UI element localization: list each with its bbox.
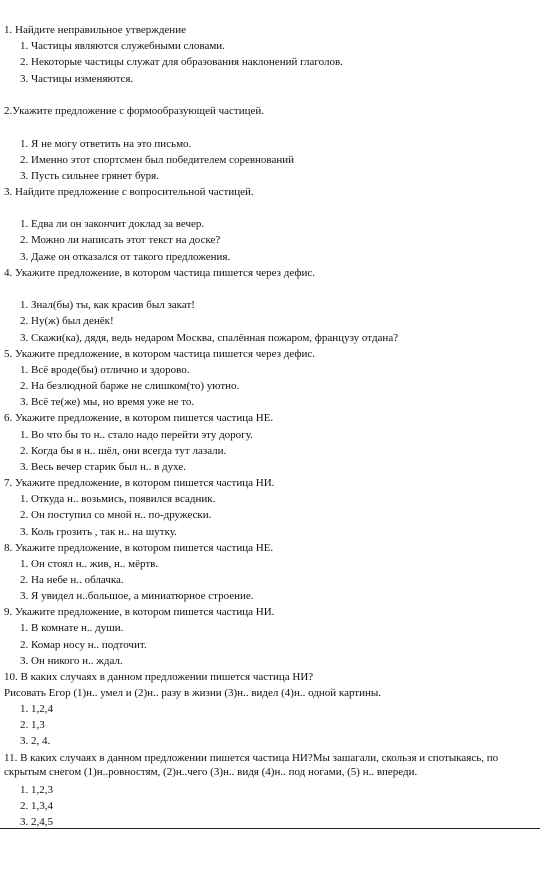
question-3-title: 3. Найдите предложение с вопросительной частицей. [4, 186, 254, 198]
question-8-option-2: 2. На небе н.. облачка. [20, 574, 124, 586]
question-4-option-3: 3. Скажи(ка), дядя, ведь недаром Москва, спалённая пожаром, французу отдана? [20, 332, 399, 344]
question-9-option-3: 3. Он никого н.. ждал. [20, 655, 123, 667]
question-7-title: 7. Укажите предложение, в котором пишется частица НИ. [4, 477, 275, 489]
question-2-option-2: 2. Именно этот спортсмен был победителем соревнований [20, 154, 295, 166]
question-9-option-1: 1. В комнате н.. души. [20, 622, 124, 634]
question-5-option-1: 1. Всё вроде(бы) отлично и здорово. [20, 364, 190, 376]
question-10-option-3: 3. 2, 4. [20, 735, 51, 747]
question-2-option-1: 1. Я не могу ответить на это письмо. [20, 138, 192, 150]
question-4-title: 4. Укажите предложение, в котором частица пишется через дефис. [4, 267, 316, 279]
question-7-option-3: 3. Коль грозить , так н.. на шутку. [20, 526, 177, 538]
question-1-option-3: 3. Частицы изменяются. [20, 73, 134, 85]
bottom-rule [0, 828, 540, 829]
question-5-title: 5. Укажите предложение, в котором частица пишется через дефис. [4, 348, 316, 360]
question-5-option-2: 2. На безлюдной барже не слишком(то) уютно. [20, 380, 240, 392]
question-1-option-1: 1. Частицы являются служебными словами. [20, 40, 225, 52]
question-10-title: 10. В каких случаях в данном предложении пишется частица НИ? [4, 671, 314, 683]
question-4-option-1: 1. Знал(бы) ты, как красив был закат! [20, 299, 195, 311]
question-1-option-2: 2. Некоторые частицы служат для образования наклонений глаголов. [20, 56, 343, 68]
question-3-option-3: 3. Даже он отказался от такого предложения. [20, 251, 231, 263]
question-11-option-2: 2. 1,3,4 [20, 800, 53, 812]
question-4-option-2: 2. Ну(ж) был денёк! [20, 315, 114, 327]
question-9-option-2: 2. Комар носу н.. подточит. [20, 639, 147, 651]
question-5-option-3: 3. Всё те(же) мы, но время уже не то. [20, 396, 195, 408]
question-9-title: 9. Укажите предложение, в котором пишется частица НИ. [4, 606, 275, 618]
question-8-option-3: 3. Я увидел н..большое, а миниатюрное строение. [20, 590, 254, 602]
question-11-option-3: 3. 2,4,5 [20, 816, 53, 828]
question-6-title: 6. Укажите предложение, в котором пишется частица НЕ. [4, 412, 274, 424]
question-6-option-1: 1. Во что бы то н.. стало надо перейти эту дорогу. [20, 429, 253, 441]
question-10-option-1: 1. 1,2,4 [20, 703, 53, 715]
question-10-text: Рисовать Егор (1)н.. умел и (2)н.. разу в жизни (3)н.. видел (4)н.. одной картины. [4, 687, 382, 699]
question-3-option-2: 2. Можно ли написать этот текст на доске? [20, 234, 221, 246]
question-3-option-1: 1. Едва ли он закончит доклад за вечер. [20, 218, 205, 230]
question-6-option-2: 2. Когда бы я н.. шёл, они всегда тут лазали. [20, 445, 227, 457]
question-8-title: 8. Укажите предложение, в котором пишется частица НЕ. [4, 542, 274, 554]
question-8-option-1: 1. Он стоял н.. жив, н.. мёртв. [20, 558, 159, 570]
question-10-option-2: 2. 1,3 [20, 719, 45, 731]
question-1-title: 1. Найдите неправильное утверждение [4, 24, 186, 36]
question-2-option-3: 3. Пусть сильнее грянет буря. [20, 170, 159, 182]
question-6-option-3: 3. Весь вечер старик был н.. в духе. [20, 461, 186, 473]
question-2-title: 2.Укажите предложение с формообразующей частицей. [4, 105, 264, 117]
question-7-option-1: 1. Откуда н.. возьмись, появился всадник. [20, 493, 216, 505]
question-11-option-1: 1. 1,2,3 [20, 784, 53, 796]
question-7-option-2: 2. Он поступил со мной н.. по-дружески. [20, 509, 212, 521]
question-11-title: 11. В каких случаях в данном предложении пишется частица НИ?Мы зашагали, скользя и спотыкаясь, по скрытым снегом (1)н..ровностям, (2)н..чего (3)н.. видя (4)н.. под ногами, (5) н.. впереди. [4, 752, 499, 778]
